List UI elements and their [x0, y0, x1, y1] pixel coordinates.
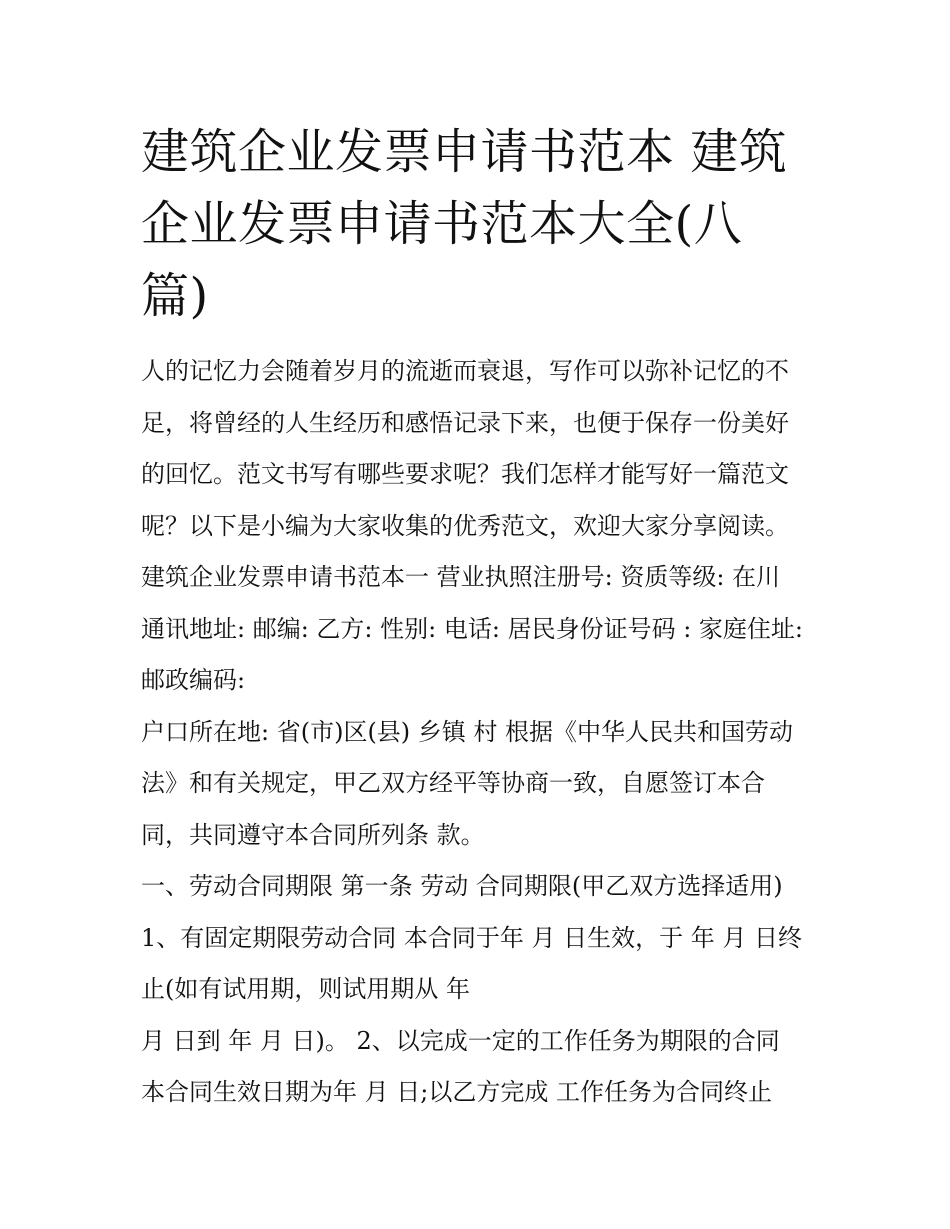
body-line: 本合同生效日期为年 月 日;以乙方完成 工作任务为合同终止: [141, 1078, 772, 1106]
body-line: 的回忆。范文书写有哪些要求呢？我们怎样才能写好一篇范文: [141, 460, 789, 488]
body-line: 1、有固定期限劳动合同 本合同于年 月 日生效，于 年 月 日终: [141, 923, 803, 952]
title-line: 篇): [141, 268, 209, 324]
body-line: 户口所在地: 省(市)区(县) 乡镇 村 根据《中华人民共和国劳动: [141, 717, 794, 746]
body-line: 法》和有关规定，甲乙双方经平等协商一致，自愿签订本合: [141, 769, 765, 797]
body-line: 邮政编码:: [141, 666, 246, 694]
body-line: 足，将曾经的人生经历和感悟记录下来，也便于保存一份美好: [141, 408, 789, 437]
body-line: 止(如有试用期，则试用期从 年: [141, 975, 470, 1003]
document-title: [141, 116, 821, 332]
title-line: 企业发票申请书范本大全(八: [141, 196, 743, 252]
body-line: 一、劳动合同期限 第一条 劳动 合同期限(甲乙双方选择适用): [141, 872, 783, 900]
body-line: 同，共同遵守本合同所列条 款。: [141, 820, 485, 849]
body-line: 月 日到 年 月 日)。 2、以完成一定的工作任务为期限的合同: [141, 1026, 780, 1055]
body-line: 人的记忆力会随着岁月的流逝而衰退，写作可以弥补记忆的不: [141, 357, 789, 385]
document-body: [141, 346, 821, 1119]
title-line: 建筑企业发票申请书范本 建筑: [141, 124, 788, 180]
body-line: 呢？以下是小编为大家收集的优秀范文，欢迎大家分享阅读。: [141, 511, 789, 540]
body-line: 建筑企业发票申请书范本一 营业执照注册号: 资质等级: 在川: [141, 563, 781, 591]
body-line: 通讯地址: 邮编: 乙方: 性别: 电话: 居民身份证号码 : 家庭住址:: [141, 614, 804, 643]
document-content: [141, 116, 821, 1119]
